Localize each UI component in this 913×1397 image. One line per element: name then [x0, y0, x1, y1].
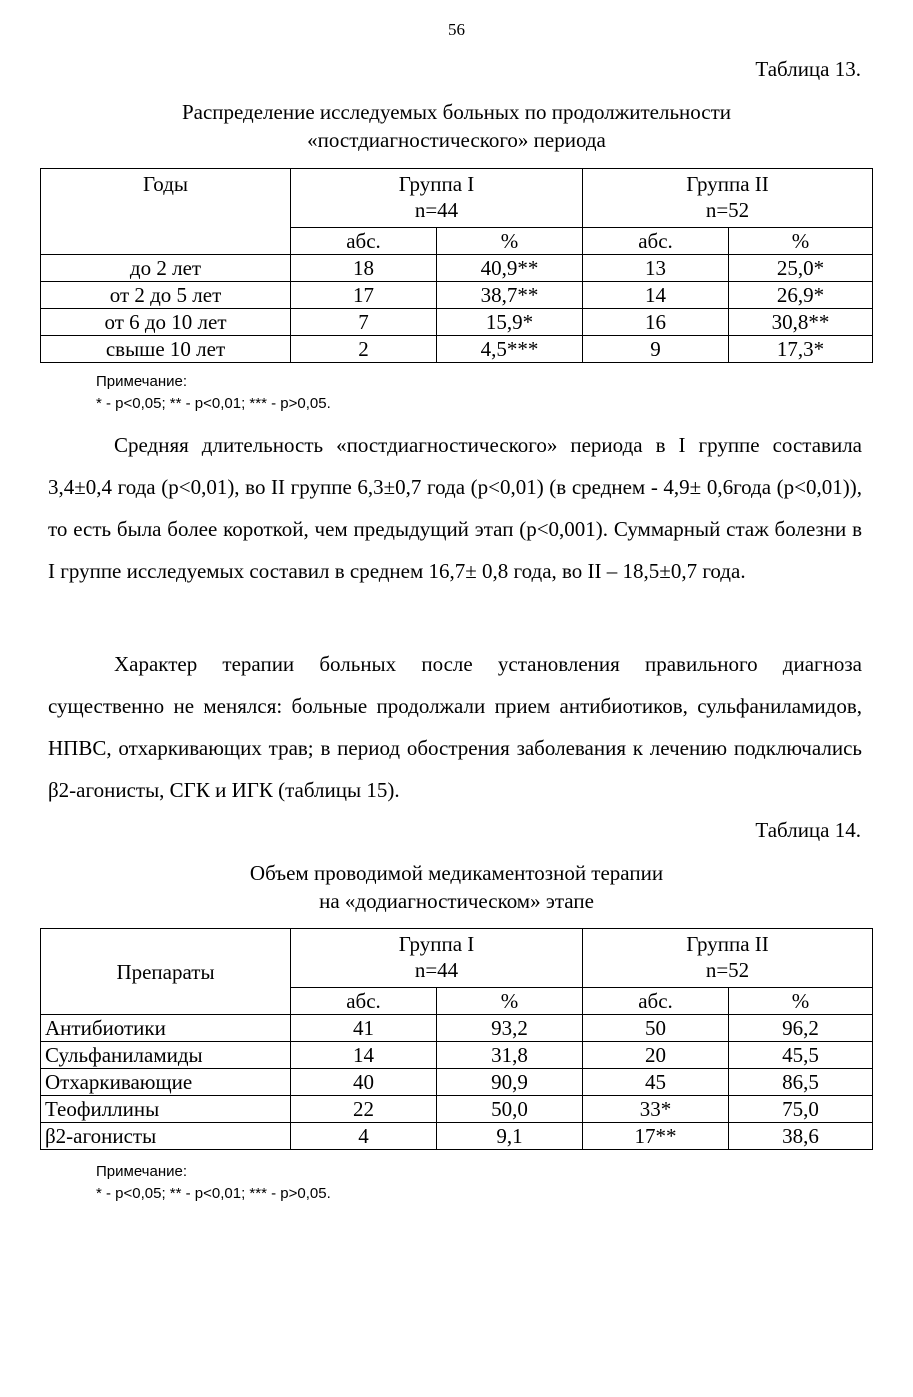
group1-pct: 38,7** [437, 282, 583, 309]
group2-pct: 17,3* [729, 336, 873, 363]
group2-abs: 50 [583, 1015, 729, 1042]
group1-abs: 2 [291, 336, 437, 363]
table-row [41, 1096, 873, 1123]
table13-title [40, 98, 873, 154]
group2-abs: 45 [583, 1069, 729, 1096]
table13-title-line1: Распределение исследуемых больных по продолжительности [181, 100, 732, 124]
group2-abs: 14 [583, 282, 729, 309]
table14-note-text: * - p<0,05; ** - p<0,01; *** - p>0,05. [96, 1185, 331, 1202]
table14-label: Таблица 14. [755, 818, 861, 842]
table14-note [96, 1161, 331, 1205]
group2-pct: 30,8** [729, 309, 873, 336]
table13-sub-abs1: абс. [291, 228, 437, 255]
table-row [41, 1042, 873, 1069]
paragraph-2: Характер терапии больных после установления правильного диагноза существенно не менялся: больные продолжали прием антибиотиков, сульфаниламидов, НПВС, отхаркивающих трав; в период обострения заболевания к лечению подключались β2-агонисты, СГК и ИГК (таблицы 15). [48, 652, 862, 802]
row-label: Сульфаниламиды [41, 1042, 291, 1069]
table14-title [40, 859, 873, 915]
table14-sub-pct1: % [437, 988, 583, 1015]
table-row [41, 1015, 873, 1042]
group1-abs: 22 [291, 1096, 437, 1123]
row-label: Антибиотики [41, 1015, 291, 1042]
group1-pct: 50,0 [437, 1096, 583, 1123]
table-row [41, 1069, 873, 1096]
group1-pct: 90,9 [437, 1069, 583, 1096]
table13-sub-pct2: % [729, 228, 873, 255]
group1-abs: 40 [291, 1069, 437, 1096]
group2-pct: 86,5 [729, 1069, 873, 1096]
row-label: Отхаркивающие [41, 1069, 291, 1096]
table13-sub-abs2: абс. [583, 228, 729, 255]
table13-sub-pct1: % [437, 228, 583, 255]
group1-abs: 41 [291, 1015, 437, 1042]
paragraph-1: Средняя длительность «постдиагностического» периода в I группе составила 3,4±0,4 года (p<0,01), во II группе 6,3±0,7 года (p<0,01) (в среднем - 4,9± 0,6года (p<0,01)), то есть была более короткой, чем предыдущий этап (p<0,001). Суммарный стаж болезни в I группе исследуемых составил в среднем 16,7± 0,8 года, во II – 18,5±0,7 года. [48, 433, 862, 583]
group2-pct: 75,0 [729, 1096, 873, 1123]
table14 [40, 928, 873, 1150]
table14-header-drugs: Препараты [41, 929, 291, 1015]
table14-note-title: Примечание: [96, 1163, 187, 1180]
table14-title-line1: Объем проводимой медикаментозной терапии [249, 861, 664, 885]
table-row [41, 282, 873, 309]
row-label: до 2 лет [41, 255, 291, 282]
table13-header-row [41, 169, 873, 228]
group2-pct: 25,0* [729, 255, 873, 282]
group2-abs: 16 [583, 309, 729, 336]
table13-group2-n: n=52 [705, 198, 750, 222]
group1-abs: 14 [291, 1042, 437, 1069]
group1-pct: 40,9** [437, 255, 583, 282]
row-label: β2-агонисты [41, 1123, 291, 1150]
table-row [41, 1123, 873, 1150]
table13-header-years: Годы [41, 169, 291, 255]
table14-group1-n: n=44 [414, 958, 459, 982]
group2-abs: 33* [583, 1096, 729, 1123]
table13-header-group2 [583, 169, 873, 228]
table13-note [96, 371, 331, 415]
table14-sub-abs1: абс. [291, 988, 437, 1015]
table14-group2-name: Группа II [686, 932, 769, 956]
table14-header-group2 [583, 929, 873, 988]
group1-pct: 4,5*** [437, 336, 583, 363]
table14-group2-n: n=52 [705, 958, 750, 982]
row-label: от 6 до 10 лет [41, 309, 291, 336]
row-label: Теофиллины [41, 1096, 291, 1123]
group2-pct: 38,6 [729, 1123, 873, 1150]
table-row [41, 336, 873, 363]
row-label: свыше 10 лет [41, 336, 291, 363]
table14-header-group1 [291, 929, 583, 988]
group2-abs: 13 [583, 255, 729, 282]
group1-pct: 15,9* [437, 309, 583, 336]
table-row [41, 255, 873, 282]
group2-pct: 96,2 [729, 1015, 873, 1042]
group2-abs: 9 [583, 336, 729, 363]
table14-sub-pct2: % [729, 988, 873, 1015]
group1-pct: 93,2 [437, 1015, 583, 1042]
group1-abs: 18 [291, 255, 437, 282]
row-label: от 2 до 5 лет [41, 282, 291, 309]
group2-abs: 20 [583, 1042, 729, 1069]
table13-note-text: * - p<0,05; ** - p<0,01; *** - p>0,05. [96, 395, 331, 412]
table13-header-group1 [291, 169, 583, 228]
group1-abs: 4 [291, 1123, 437, 1150]
table14-title-line2: на «додиагностическом» этапе [319, 889, 594, 913]
group1-abs: 17 [291, 282, 437, 309]
group2-pct: 45,5 [729, 1042, 873, 1069]
table14-sub-abs2: абс. [583, 988, 729, 1015]
table13-group1-name: Группа I [398, 172, 475, 196]
group1-abs: 7 [291, 309, 437, 336]
group2-pct: 26,9* [729, 282, 873, 309]
table13-title-line2: «постдиагностического» периода [307, 128, 606, 152]
table13-group1-n: n=44 [414, 198, 459, 222]
group1-pct: 9,1 [437, 1123, 583, 1150]
group1-pct: 31,8 [437, 1042, 583, 1069]
table13-note-title: Примечание: [96, 373, 187, 390]
group2-abs: 17** [583, 1123, 729, 1150]
table-row [41, 309, 873, 336]
table14-group1-name: Группа I [398, 932, 475, 956]
table14-header-row [41, 929, 873, 988]
table13-label: Таблица 13. [755, 57, 861, 81]
page-number: 56 [448, 20, 465, 39]
table13-group2-name: Группа II [686, 172, 769, 196]
table13 [40, 168, 873, 363]
